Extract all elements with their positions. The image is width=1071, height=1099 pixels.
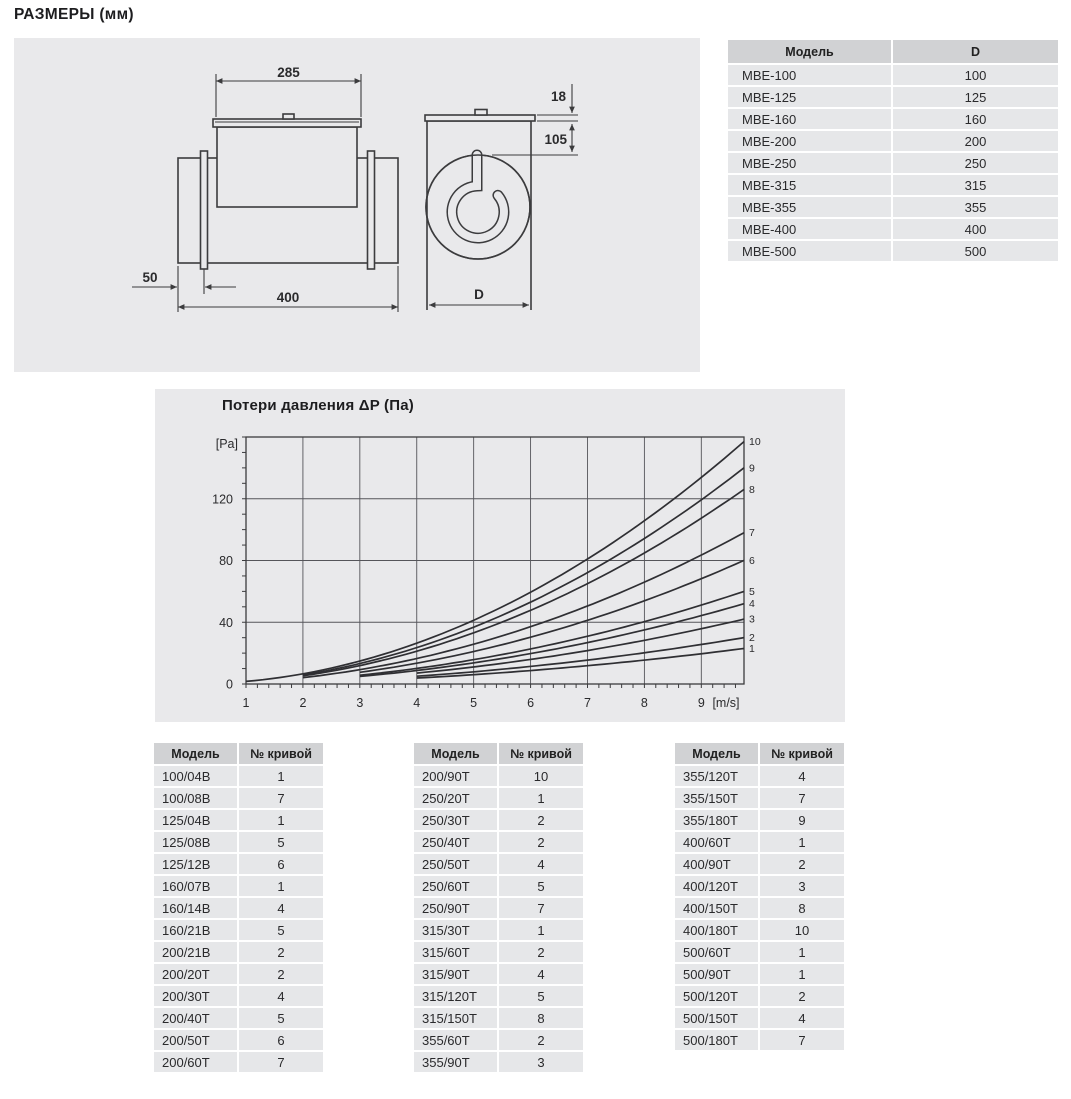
model-cell: 200/21В xyxy=(154,942,237,962)
model-cell: 355/180Т xyxy=(675,810,758,830)
table-row xyxy=(414,788,583,808)
x-tick-label: 9 xyxy=(697,696,705,710)
value-cell: 6 xyxy=(237,854,323,874)
model-cell: МВЕ-200 xyxy=(728,131,891,151)
model-cell: 355/90Т xyxy=(414,1052,497,1072)
header-row xyxy=(154,743,323,764)
model-cell: 160/07В xyxy=(154,876,237,896)
column-header: Модель xyxy=(414,743,497,764)
table-row xyxy=(414,1030,583,1050)
model-cell: 500/120Т xyxy=(675,986,758,1006)
table-row xyxy=(675,832,844,852)
model-cell: МВЕ-315 xyxy=(728,175,891,195)
value-cell: 7 xyxy=(758,788,844,808)
value-cell: 6 xyxy=(237,1030,323,1050)
x-tick-label: 4 xyxy=(413,696,421,710)
lid-plate xyxy=(213,119,361,127)
model-cell: 500/90Т xyxy=(675,964,758,984)
model-cell: 250/20Т xyxy=(414,788,497,808)
y-axis-unit: [Pa] xyxy=(215,437,238,451)
table-row xyxy=(414,942,583,962)
value-cell: 4 xyxy=(237,986,323,1006)
curve-label-4: 4 xyxy=(749,598,755,611)
model-cell: МВЕ-125 xyxy=(728,87,891,107)
curve-table-2 xyxy=(414,741,583,1074)
model-cell: 400/120Т xyxy=(675,876,758,896)
model-cell: 250/40Т xyxy=(414,832,497,852)
model-cell: 400/60Т xyxy=(675,832,758,852)
column-header: № кривой xyxy=(497,743,583,764)
chart-title: Потери давления ΔP (Па) xyxy=(222,397,414,414)
curve-table-1 xyxy=(154,741,323,1074)
value-cell: 355 xyxy=(891,197,1058,217)
table-row xyxy=(675,942,844,962)
table-row xyxy=(154,920,323,940)
model-cell: 200/20Т xyxy=(154,964,237,984)
model-cell: 100/08В xyxy=(154,788,237,808)
model-cell: 315/120Т xyxy=(414,986,497,1006)
table-row xyxy=(414,986,583,1006)
model-cell: 125/08В xyxy=(154,832,237,852)
value-cell: 160 xyxy=(891,109,1058,129)
dim-label-285: 285 xyxy=(277,65,300,80)
value-cell: 1 xyxy=(237,766,323,786)
lid-nub xyxy=(283,114,294,119)
value-cell: 2 xyxy=(758,854,844,874)
model-cell: МВЕ-250 xyxy=(728,153,891,173)
value-cell: 2 xyxy=(237,964,323,984)
header-row xyxy=(414,743,583,764)
model-cell: 315/150Т xyxy=(414,1008,497,1028)
value-cell: 1 xyxy=(497,788,583,808)
model-cell: 355/60Т xyxy=(414,1030,497,1050)
casing-outline xyxy=(427,121,531,310)
value-cell: 5 xyxy=(237,1008,323,1028)
value-cell: 8 xyxy=(758,898,844,918)
column-header: Модель xyxy=(728,40,891,63)
value-cell: 500 xyxy=(891,241,1058,261)
table-row xyxy=(675,810,844,830)
curve-label-8: 8 xyxy=(749,483,755,496)
table-row xyxy=(728,219,1058,239)
model-cell: 250/30Т xyxy=(414,810,497,830)
y-tick-label: 120 xyxy=(212,492,233,507)
table-row xyxy=(675,898,844,918)
value-cell: 4 xyxy=(758,766,844,786)
value-cell: 2 xyxy=(497,942,583,962)
x-tick-label: 5 xyxy=(470,696,478,710)
value-cell: 5 xyxy=(237,832,323,852)
curve-label-10: 10 xyxy=(749,436,761,449)
table-row xyxy=(414,766,583,786)
curve-label-9: 9 xyxy=(749,462,755,475)
value-cell: 10 xyxy=(758,920,844,940)
table-row xyxy=(728,87,1058,107)
pressure-chart-panel xyxy=(155,389,845,722)
value-cell: 4 xyxy=(237,898,323,918)
value-cell: 2 xyxy=(497,832,583,852)
table-row xyxy=(414,810,583,830)
table-row xyxy=(675,1030,844,1050)
header-row xyxy=(728,40,1058,63)
x-tick-label: 1 xyxy=(242,696,250,710)
value-cell: 1 xyxy=(758,964,844,984)
model-cell: 100/04В xyxy=(154,766,237,786)
model-cell: МВЕ-355 xyxy=(728,197,891,217)
model-cell: 125/04В xyxy=(154,810,237,830)
dimension-drawing xyxy=(14,38,700,372)
value-cell: 1 xyxy=(758,832,844,852)
curve-table-3 xyxy=(675,741,844,1052)
table-row xyxy=(728,109,1058,129)
duct-heater-front-view xyxy=(425,84,578,310)
value-cell: 400 xyxy=(891,219,1058,239)
curve-label-7: 7 xyxy=(749,527,755,540)
value-cell: 7 xyxy=(758,1030,844,1050)
header-row xyxy=(675,743,844,764)
curve-label-5: 5 xyxy=(749,585,755,598)
value-cell: 1 xyxy=(758,942,844,962)
value-cell: 2 xyxy=(758,986,844,1006)
table-row xyxy=(675,920,844,940)
table-row xyxy=(154,854,323,874)
model-cell: 200/90Т xyxy=(414,766,497,786)
lid-plate-front xyxy=(425,115,535,121)
column-header: № кривой xyxy=(237,743,323,764)
table-row xyxy=(414,1008,583,1028)
model-cell: 500/150Т xyxy=(675,1008,758,1028)
model-cell: МВЕ-400 xyxy=(728,219,891,239)
lid-nub-front xyxy=(475,110,487,116)
table-row xyxy=(414,964,583,984)
pressure-loss-chart xyxy=(155,389,845,722)
model-cell: 160/21В xyxy=(154,920,237,940)
value-cell: 5 xyxy=(497,986,583,1006)
model-cell: 400/90Т xyxy=(675,854,758,874)
curve-label-6: 6 xyxy=(749,555,755,567)
table-row xyxy=(675,766,844,786)
table-row xyxy=(154,986,323,1006)
table-row xyxy=(154,876,323,896)
size-table-grid xyxy=(728,38,1058,263)
table-row xyxy=(728,153,1058,173)
table-row xyxy=(675,986,844,1006)
table-row xyxy=(414,920,583,940)
table-row xyxy=(154,898,323,918)
table-row xyxy=(728,65,1058,85)
column-header: D xyxy=(891,40,1058,63)
curve-label-1: 1 xyxy=(749,642,755,655)
column-header: Модель xyxy=(154,743,237,764)
model-cell: 400/150Т xyxy=(675,898,758,918)
value-cell: 315 xyxy=(891,175,1058,195)
heating-element-inner xyxy=(452,155,504,238)
table-row xyxy=(675,788,844,808)
dim-label-18: 18 xyxy=(550,89,566,104)
column-header: № кривой xyxy=(758,743,844,764)
value-cell: 2 xyxy=(497,810,583,830)
table-row xyxy=(154,832,323,852)
dimensions-drawing-panel xyxy=(14,38,700,372)
table-row xyxy=(675,854,844,874)
y-tick-label: 80 xyxy=(219,554,233,568)
table-row xyxy=(154,766,323,786)
model-cell: 200/60Т xyxy=(154,1052,237,1072)
model-cell: 200/30Т xyxy=(154,986,237,1006)
table-row xyxy=(154,1008,323,1028)
terminal-box xyxy=(217,127,357,207)
y-tick-label: 40 xyxy=(219,615,233,630)
model-cell: 160/14В xyxy=(154,898,237,918)
table-row xyxy=(414,854,583,874)
x-axis-unit: [m/s] xyxy=(712,696,740,710)
table-row xyxy=(154,788,323,808)
model-cell: 315/30Т xyxy=(414,920,497,940)
value-cell: 7 xyxy=(497,898,583,918)
table-row xyxy=(675,876,844,896)
table-row xyxy=(728,131,1058,151)
table-row xyxy=(675,964,844,984)
flange-left xyxy=(201,151,208,269)
duct-heater-side-view xyxy=(132,65,398,312)
value-cell: 100 xyxy=(891,65,1058,85)
value-cell: 250 xyxy=(891,153,1058,173)
value-cell: 125 xyxy=(891,87,1058,107)
value-cell: 10 xyxy=(497,766,583,786)
curve-label-3: 3 xyxy=(749,613,755,626)
model-cell: 200/40Т xyxy=(154,1008,237,1028)
x-tick-label: 2 xyxy=(299,696,307,710)
flange-right xyxy=(368,151,375,269)
dim-label-105: 105 xyxy=(544,132,567,147)
model-cell: 250/90Т xyxy=(414,898,497,918)
table-row xyxy=(728,175,1058,195)
model-cell: 315/90Т xyxy=(414,964,497,984)
dim-label-50: 50 xyxy=(142,270,158,285)
model-cell: 250/60Т xyxy=(414,876,497,896)
value-cell: 3 xyxy=(497,1052,583,1072)
value-cell: 4 xyxy=(497,854,583,874)
model-cell: 200/50Т xyxy=(154,1030,237,1050)
table-row xyxy=(675,1008,844,1028)
x-tick-label: 7 xyxy=(584,696,591,710)
y-tick-label: 0 xyxy=(226,677,233,692)
table-row xyxy=(414,1052,583,1072)
table-row xyxy=(154,1030,323,1050)
model-cell: 315/60Т xyxy=(414,942,497,962)
model-cell: 400/180Т xyxy=(675,920,758,940)
value-cell: 1 xyxy=(237,810,323,830)
value-cell: 3 xyxy=(758,876,844,896)
model-cell: 250/50Т xyxy=(414,854,497,874)
dim-label-D: D xyxy=(474,287,484,302)
value-cell: 1 xyxy=(497,920,583,940)
pressure-curve-4 xyxy=(360,604,744,677)
value-cell: 7 xyxy=(237,788,323,808)
page-title: РАЗМЕРЫ (мм) xyxy=(14,6,134,23)
value-cell: 9 xyxy=(758,810,844,830)
model-cell: 125/12В xyxy=(154,854,237,874)
model-cell: МВЕ-160 xyxy=(728,109,891,129)
value-cell: 2 xyxy=(237,942,323,962)
value-cell: 200 xyxy=(891,131,1058,151)
model-cell: 500/180Т xyxy=(675,1030,758,1050)
table-row xyxy=(414,832,583,852)
table-row xyxy=(414,898,583,918)
model-cell: 355/120Т xyxy=(675,766,758,786)
column-header: Модель xyxy=(675,743,758,764)
table-row xyxy=(728,241,1058,261)
value-cell: 1 xyxy=(237,876,323,896)
model-cell: 355/150Т xyxy=(675,788,758,808)
value-cell: 5 xyxy=(237,920,323,940)
table-row xyxy=(154,942,323,962)
x-tick-label: 3 xyxy=(356,696,364,710)
pressure-curve-10 xyxy=(246,442,744,682)
table-row xyxy=(154,810,323,830)
table-row xyxy=(154,1052,323,1072)
x-tick-label: 8 xyxy=(640,696,648,710)
curve-label-2: 2 xyxy=(749,632,755,645)
value-cell: 8 xyxy=(497,1008,583,1028)
model-cell: 500/60Т xyxy=(675,942,758,962)
model-cell: МВЕ-500 xyxy=(728,241,891,261)
table-row xyxy=(154,964,323,984)
value-cell: 2 xyxy=(497,1030,583,1050)
model-cell: МВЕ-100 xyxy=(728,65,891,85)
table-row xyxy=(728,197,1058,217)
value-cell: 4 xyxy=(497,964,583,984)
table-row xyxy=(414,876,583,896)
dim-label-400: 400 xyxy=(276,290,300,305)
value-cell: 5 xyxy=(497,876,583,896)
value-cell: 7 xyxy=(237,1052,323,1072)
value-cell: 4 xyxy=(758,1008,844,1028)
x-tick-label: 6 xyxy=(527,696,535,710)
